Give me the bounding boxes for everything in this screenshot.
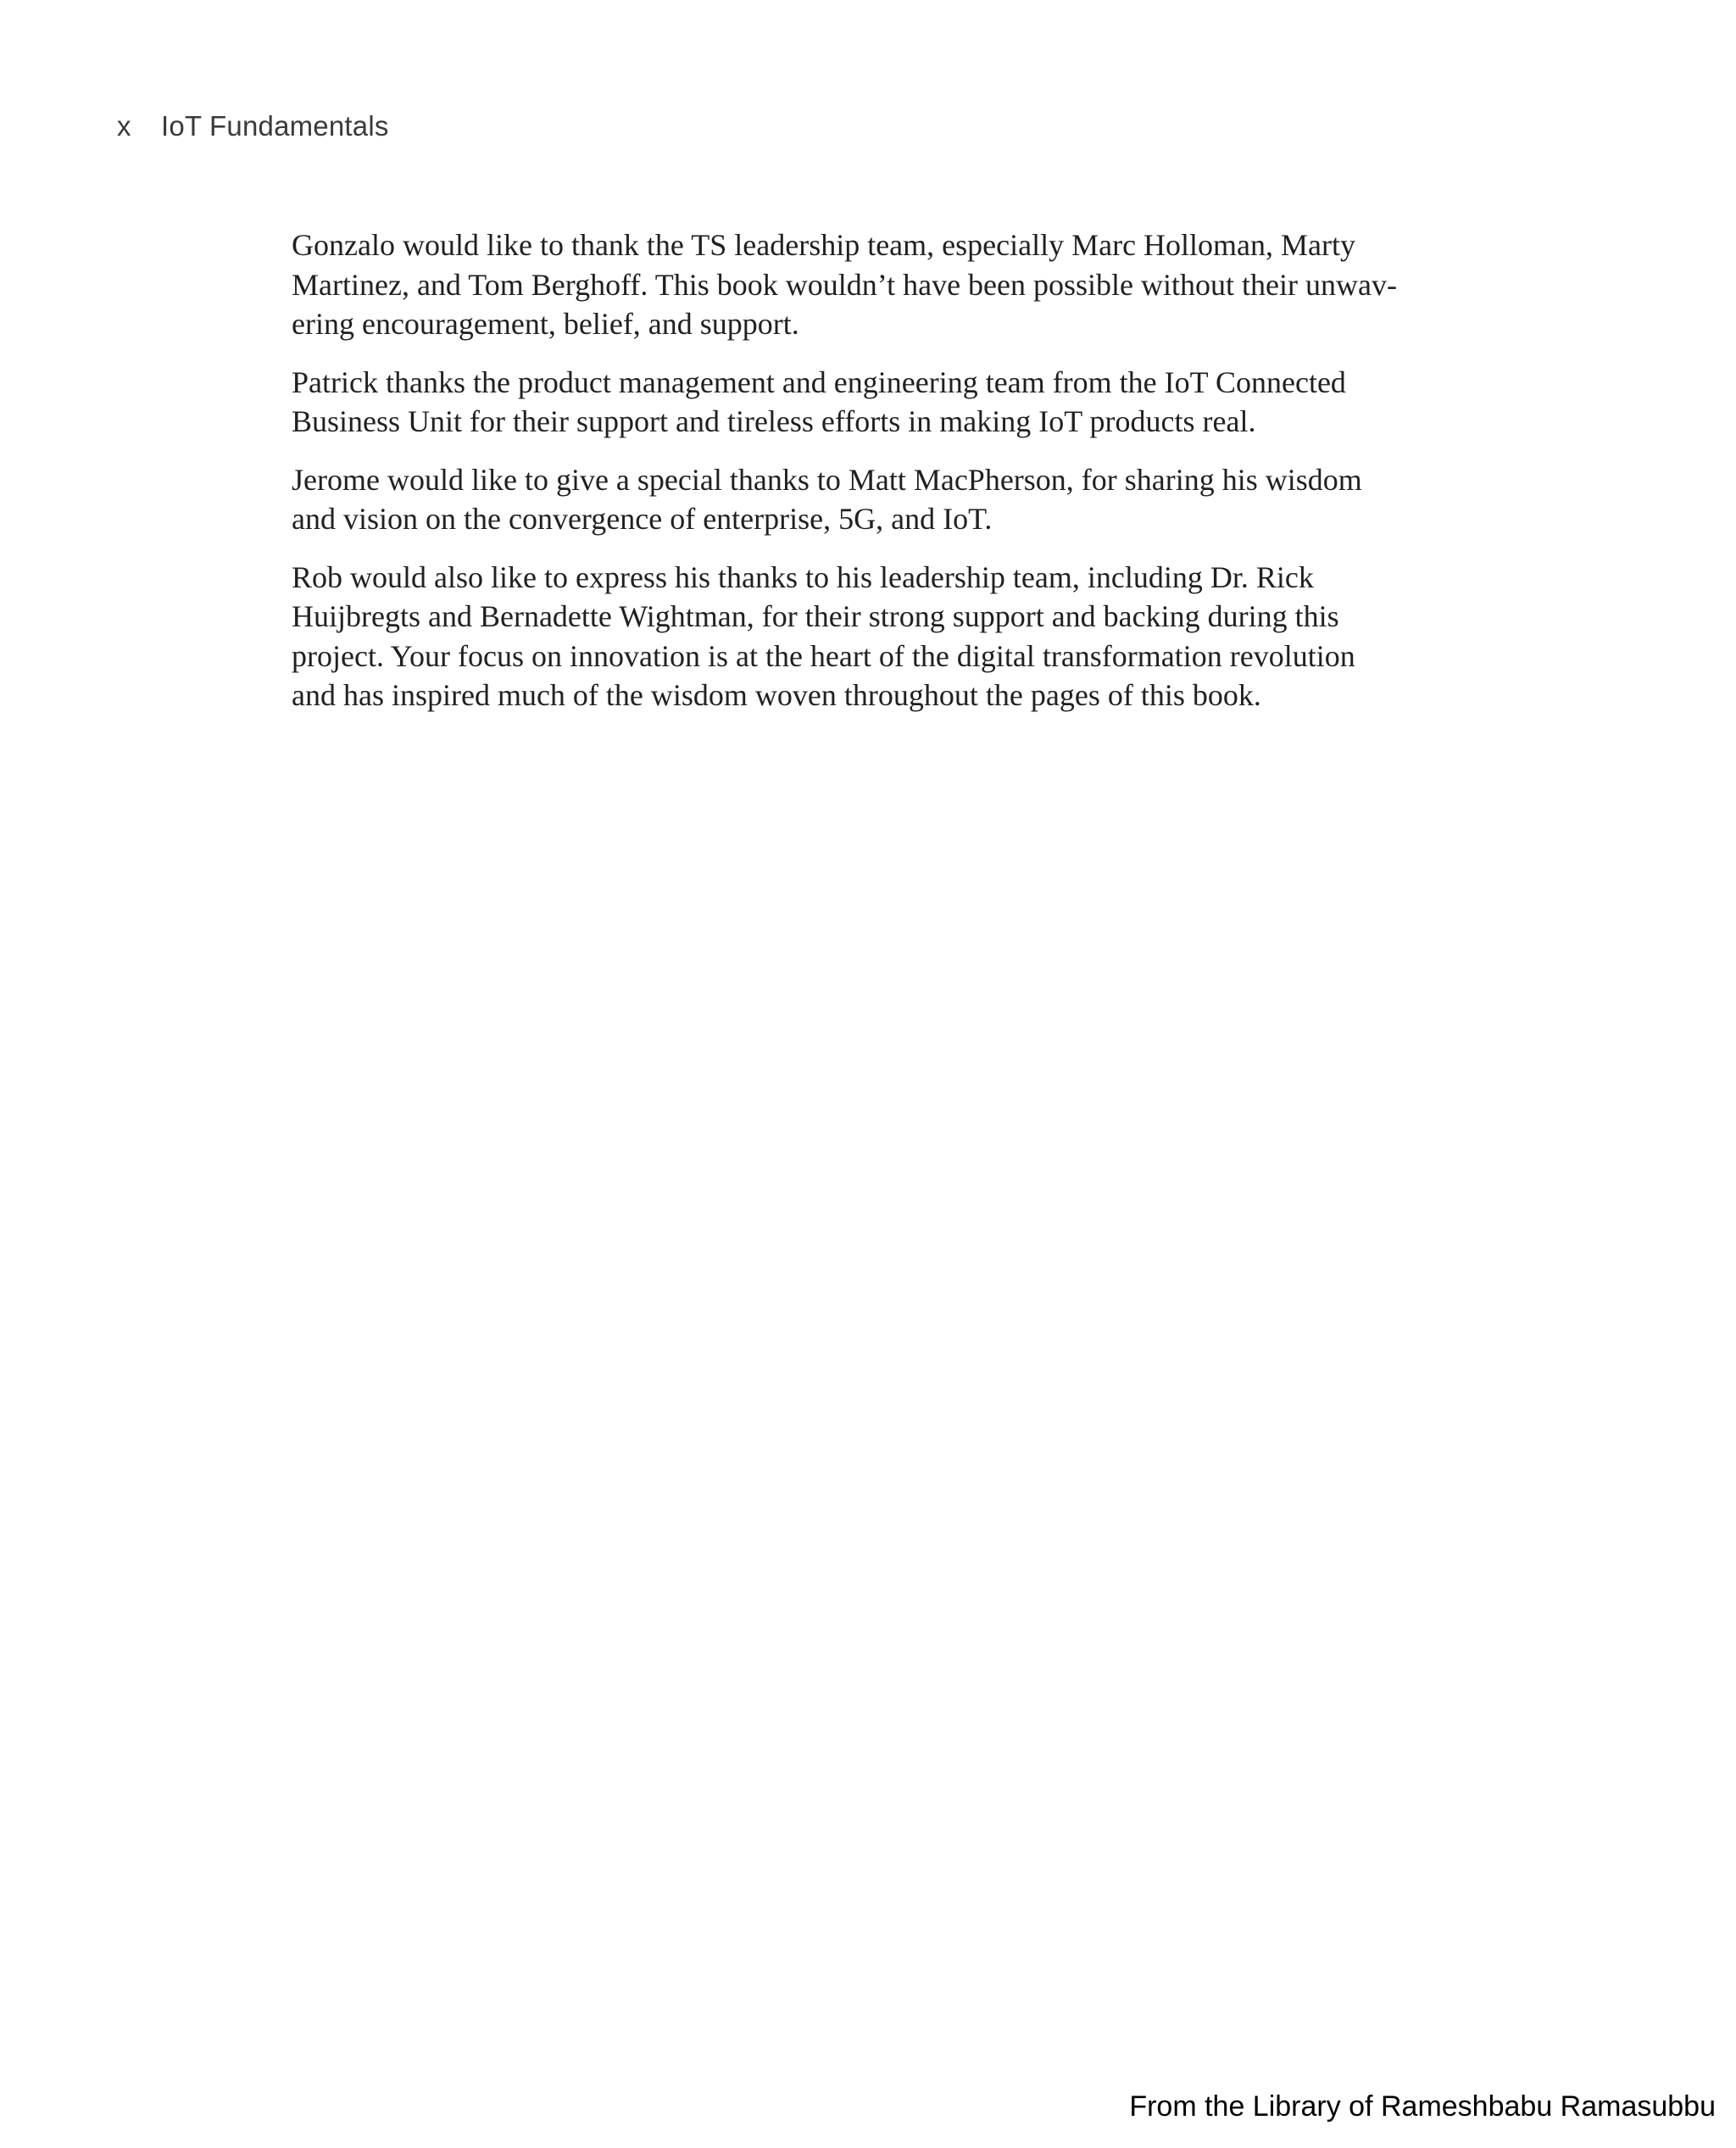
text-line: project. Your focus on innovation is at the heart of the digital transformation revolution (292, 638, 1355, 673)
text-line: Gonzalo would like to thank the TS leadership team, especially Marc Holloman, Marty (292, 228, 1356, 262)
text-line: Rob would also like to express his thanks to his leadership team, including Dr. Rick (292, 559, 1314, 594)
book-title: IoT Fundamentals (161, 110, 389, 142)
paragraph-patrick (292, 363, 1432, 442)
running-head (117, 110, 389, 142)
text-line: Martinez, and Tom Berghoff. This book wouldn’t have been possible without their unwav- (292, 267, 1397, 302)
text-line: Patrick thanks the product management and engineering team from the IoT Connected (292, 364, 1346, 399)
paragraph-gonzalo (292, 225, 1432, 344)
text-line: and vision on the convergence of enterprise, 5G, and IoT. (292, 502, 993, 536)
text-line: ering encouragement, belief, and support. (292, 307, 799, 341)
text-line: and has inspired much of the wisdom woven throughout the pages of this book. (292, 678, 1261, 712)
text-line: Huijbregts and Bernadette Wightman, for their strong support and backing during this (292, 599, 1339, 633)
page-number: x (117, 110, 131, 142)
paragraph-jerome (292, 460, 1432, 539)
text-line: Business Unit for their support and tireless efforts in making IoT products real. (292, 404, 1256, 438)
library-watermark: From the Library of Rameshbabu Ramasubbu (1129, 2090, 1716, 2123)
paragraph-rob (292, 558, 1432, 715)
text-line: Jerome would like to give a special thanks to Matt MacPherson, for sharing his wisdom (292, 462, 1362, 497)
body-text (292, 225, 1432, 734)
